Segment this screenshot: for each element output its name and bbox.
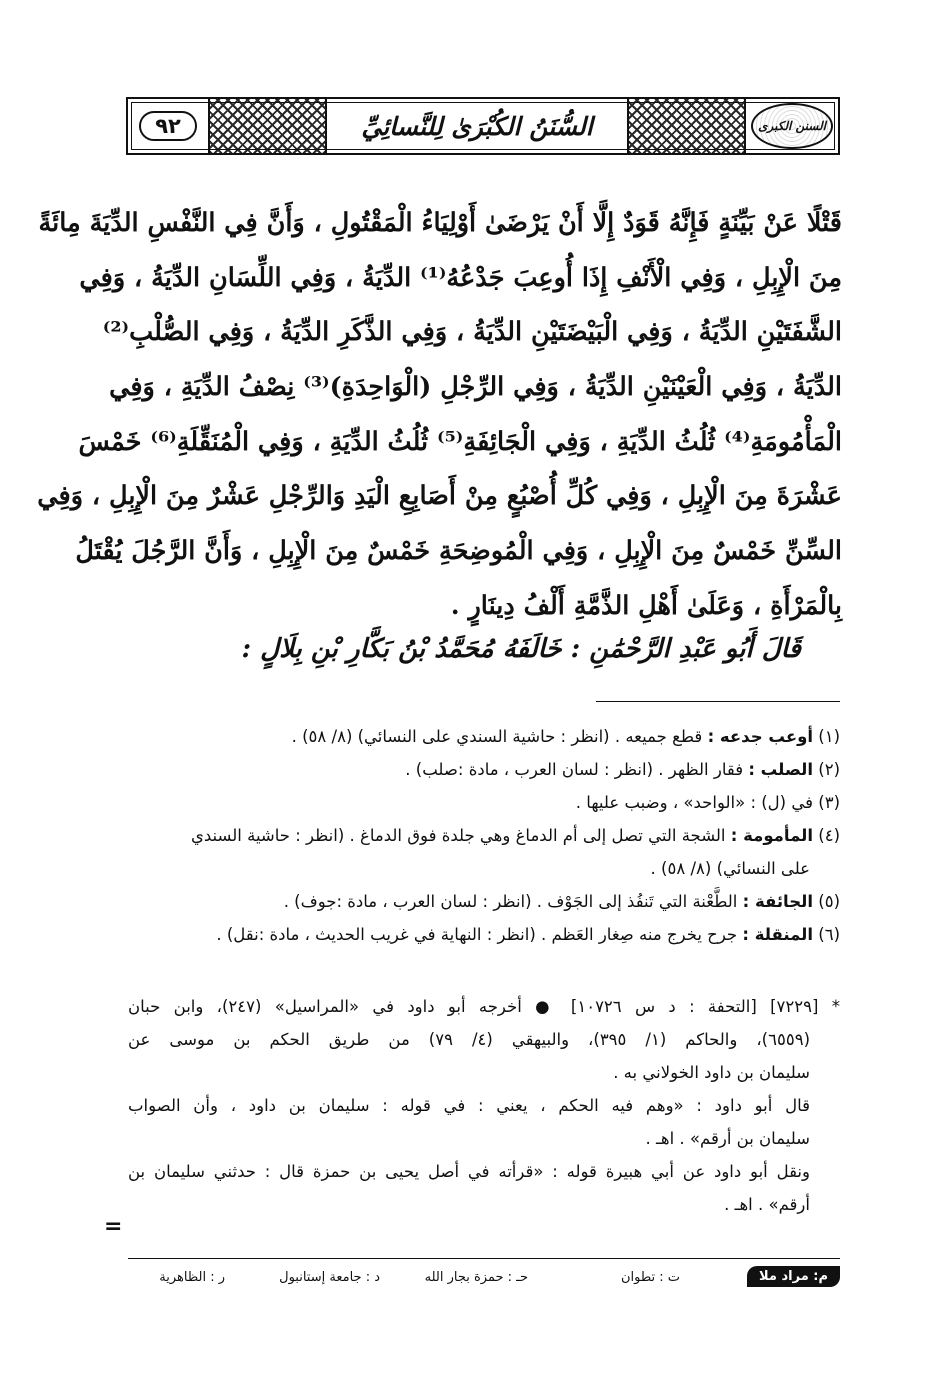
seal-calligraphy: السنن الكبرى — [751, 103, 833, 149]
hadith-text — [37, 196, 842, 634]
legend-badge: م: مراد ملا — [747, 1266, 840, 1287]
hadith-line: السِّنِّ خَمْسٌ مِنَ الْإِبِلِ ، وَفِي الْمُوضِحَةِ خَمْسٌ مِنَ الْإِبِلِ ، وَأَنَّ الرَّجُلَ يُقْتَلُ — [75, 536, 842, 567]
takhrij-line: سليمان بن أرقم» . اهـ . — [645, 1129, 810, 1148]
footnote-term: المأمومة : — [730, 826, 813, 845]
footnote-number: (٤) — [818, 826, 840, 845]
legend-item: حـ : حمزة بجار الله — [424, 1270, 528, 1285]
hadith-line: الْمَأْمُومَةِ⁽⁴⁾ ثُلُثُ الدِّيَةِ ، وَفِي الْجَائِفَةِ⁽⁵⁾ ثُلُثُ الدِّيَةِ ، وَفِي الْمُنَقِّلَةِ⁽⁶⁾ خَمْسَ — [78, 426, 842, 457]
footer-divider — [128, 1258, 840, 1259]
footnote-text: فقار الظهر . (انظر : لسان العرب ، مادة :صلب) . — [405, 760, 749, 779]
footnote-text: الشجة التي تصل إلى أم الدماغ وهي جلدة فوق الدماغ . (انظر : حاشية السندي — [190, 826, 731, 845]
footnote-number: (٥) — [818, 892, 840, 911]
footnote-4 — [128, 819, 840, 852]
header-ornament-right — [210, 99, 325, 153]
continuation-mark: = — [104, 1214, 123, 1239]
footnote-3 — [128, 786, 840, 819]
footnote-text: في (ل) : «الواحد» ، وضبب عليها . — [575, 793, 819, 812]
page-number-frame — [128, 99, 210, 153]
footnote-2 — [128, 753, 840, 786]
footnote-term: الصلب : — [748, 760, 813, 779]
page-number: ٩٢ — [139, 111, 197, 141]
manuscript-legend — [128, 1266, 840, 1292]
hadith-line: مِنَ الْإِبِلِ ، وَفِي الْأَنْفِ إِذَا أُوعِبَ جَدْعُهُ⁽¹⁾ الدِّيَةُ ، وَفِي اللِّسَانِ الدِّيَةُ ، وَفِي — [79, 262, 842, 293]
footnote-term: أوعب جدعه : — [707, 727, 813, 746]
footnote-text: قطع جميعه . (انظر : حاشية السندي على النسائي) (٨/ ٥٨) . — [291, 727, 708, 746]
hadith-line: الدِّيَةُ ، وَفِي الْعَيْنَيْنِ الدِّيَةُ ، وَفِي الرِّجْلِ (الْوَاحِدَةِ)⁽³⁾ نِصْفُ الدِّيَةِ ، وَفِي — [109, 372, 842, 403]
takhrij-line: * [٧٢٢٩] [التحفة : د س ١٠٧٢٦] ● أخرجه أبو داود في «المراسيل» (٢٤٧)، وابن حبان — [128, 997, 840, 1016]
hadith-line: عَشْرَةَ مِنَ الْإِبِلِ ، وَفِي كُلِّ أُصْبُعٍ مِنْ أَصَابِعِ الْيَدِ وَالرِّجْلِ عَشْرٌ مِنَ الْإِبِلِ ، وَفِي — [37, 481, 842, 512]
footnote-number: (٣) — [818, 793, 840, 812]
footnotes — [128, 720, 840, 951]
legend-item: ت : تطوان — [620, 1270, 680, 1285]
takhrij-line: (٦٥٥٩)، والحاكم (١/ ٣٩٥)، والبيهقي (٤/ ٧٩) من طريق الحكم بن موسى عن — [128, 1030, 811, 1049]
footnote-number: (٦) — [818, 925, 840, 944]
qal-statement: قَالَ أَبُو عَبْدِ الرَّحْمَٰنِ : خَالَفَهُ مُحَمَّدُ بْنُ بَكَّارِ بْنِ بِلَالٍ : — [241, 634, 801, 664]
takhrij-line: قال أبو داود : «وهم فيه الحكم ، يعني : في قوله : سليمان بن داود ، وأن الصواب — [128, 1096, 810, 1115]
footnote-text: الطَّعْنة التي تَنفُذ إلى الجَوْف . (انظر : لسان العرب ، مادة :جوف) . — [283, 892, 743, 911]
footnote-4-continued: على النسائي) (٨/ ٥٨) . — [650, 859, 810, 878]
footnote-number: (٢) — [818, 760, 840, 779]
legend-item: د : جامعة إستانبول — [279, 1270, 380, 1285]
footnote-number: (١) — [818, 727, 840, 746]
footnote-5 — [128, 885, 840, 918]
book-title: السُّنَنُ الكُبْرَىٰ لِلنَّسائِيِّ — [325, 99, 629, 153]
takhrij-line: سليمان بن داود الخولاني به . — [613, 1063, 810, 1082]
hadith-line: الشَّفَتَيْنِ الدِّيَةُ ، وَفِي الْبَيْضَتَيْنِ الدِّيَةُ ، وَفِي الذَّكَرِ الدِّيَةُ ، وَفِي الصُّلْبِ⁽²⁾ — [102, 317, 842, 348]
hadith-line: بِالْمَرْأَةِ ، وَعَلَىٰ أَهْلِ الذَّمَّةِ أَلْفُ دِينَارٍ . — [450, 590, 842, 621]
legend-item: ر : الظاهرية — [159, 1270, 225, 1285]
page-header — [126, 97, 840, 155]
hadith-line: قَتْلًا عَنْ بَيِّنَةٍ فَإِنَّهُ قَوَدٌ إِلَّا أَنْ يَرْضَىٰ أَوْلِيَاءُ الْمَقْتُولِ ، وَأَنَّ فِي النَّفْسِ الدِّيَةَ مِائَةً — [38, 208, 842, 238]
footnote-6 — [128, 918, 840, 951]
header-ornament-left — [629, 99, 744, 153]
footnote-text: جرح يخرج منه صِغار العَظم . (انظر : النهاية في غريب الحديث ، مادة :نقل) . — [216, 925, 743, 944]
footnote-divider — [596, 701, 840, 702]
takhrij-line: ونقل أبو داود عن أبي هبيرة قوله : «قرأته في أصل يحيى بن حمزة قال : حدثني سليمان بن — [128, 1162, 810, 1181]
book-seal-logo — [744, 99, 838, 153]
footnote-term: الجائفة : — [742, 892, 813, 911]
takhrij-line: أرقم» . اهـ . — [724, 1195, 810, 1214]
footnote-term: المنقلة : — [742, 925, 813, 944]
footnote-1 — [128, 720, 840, 753]
takhrij-section — [128, 990, 840, 1221]
